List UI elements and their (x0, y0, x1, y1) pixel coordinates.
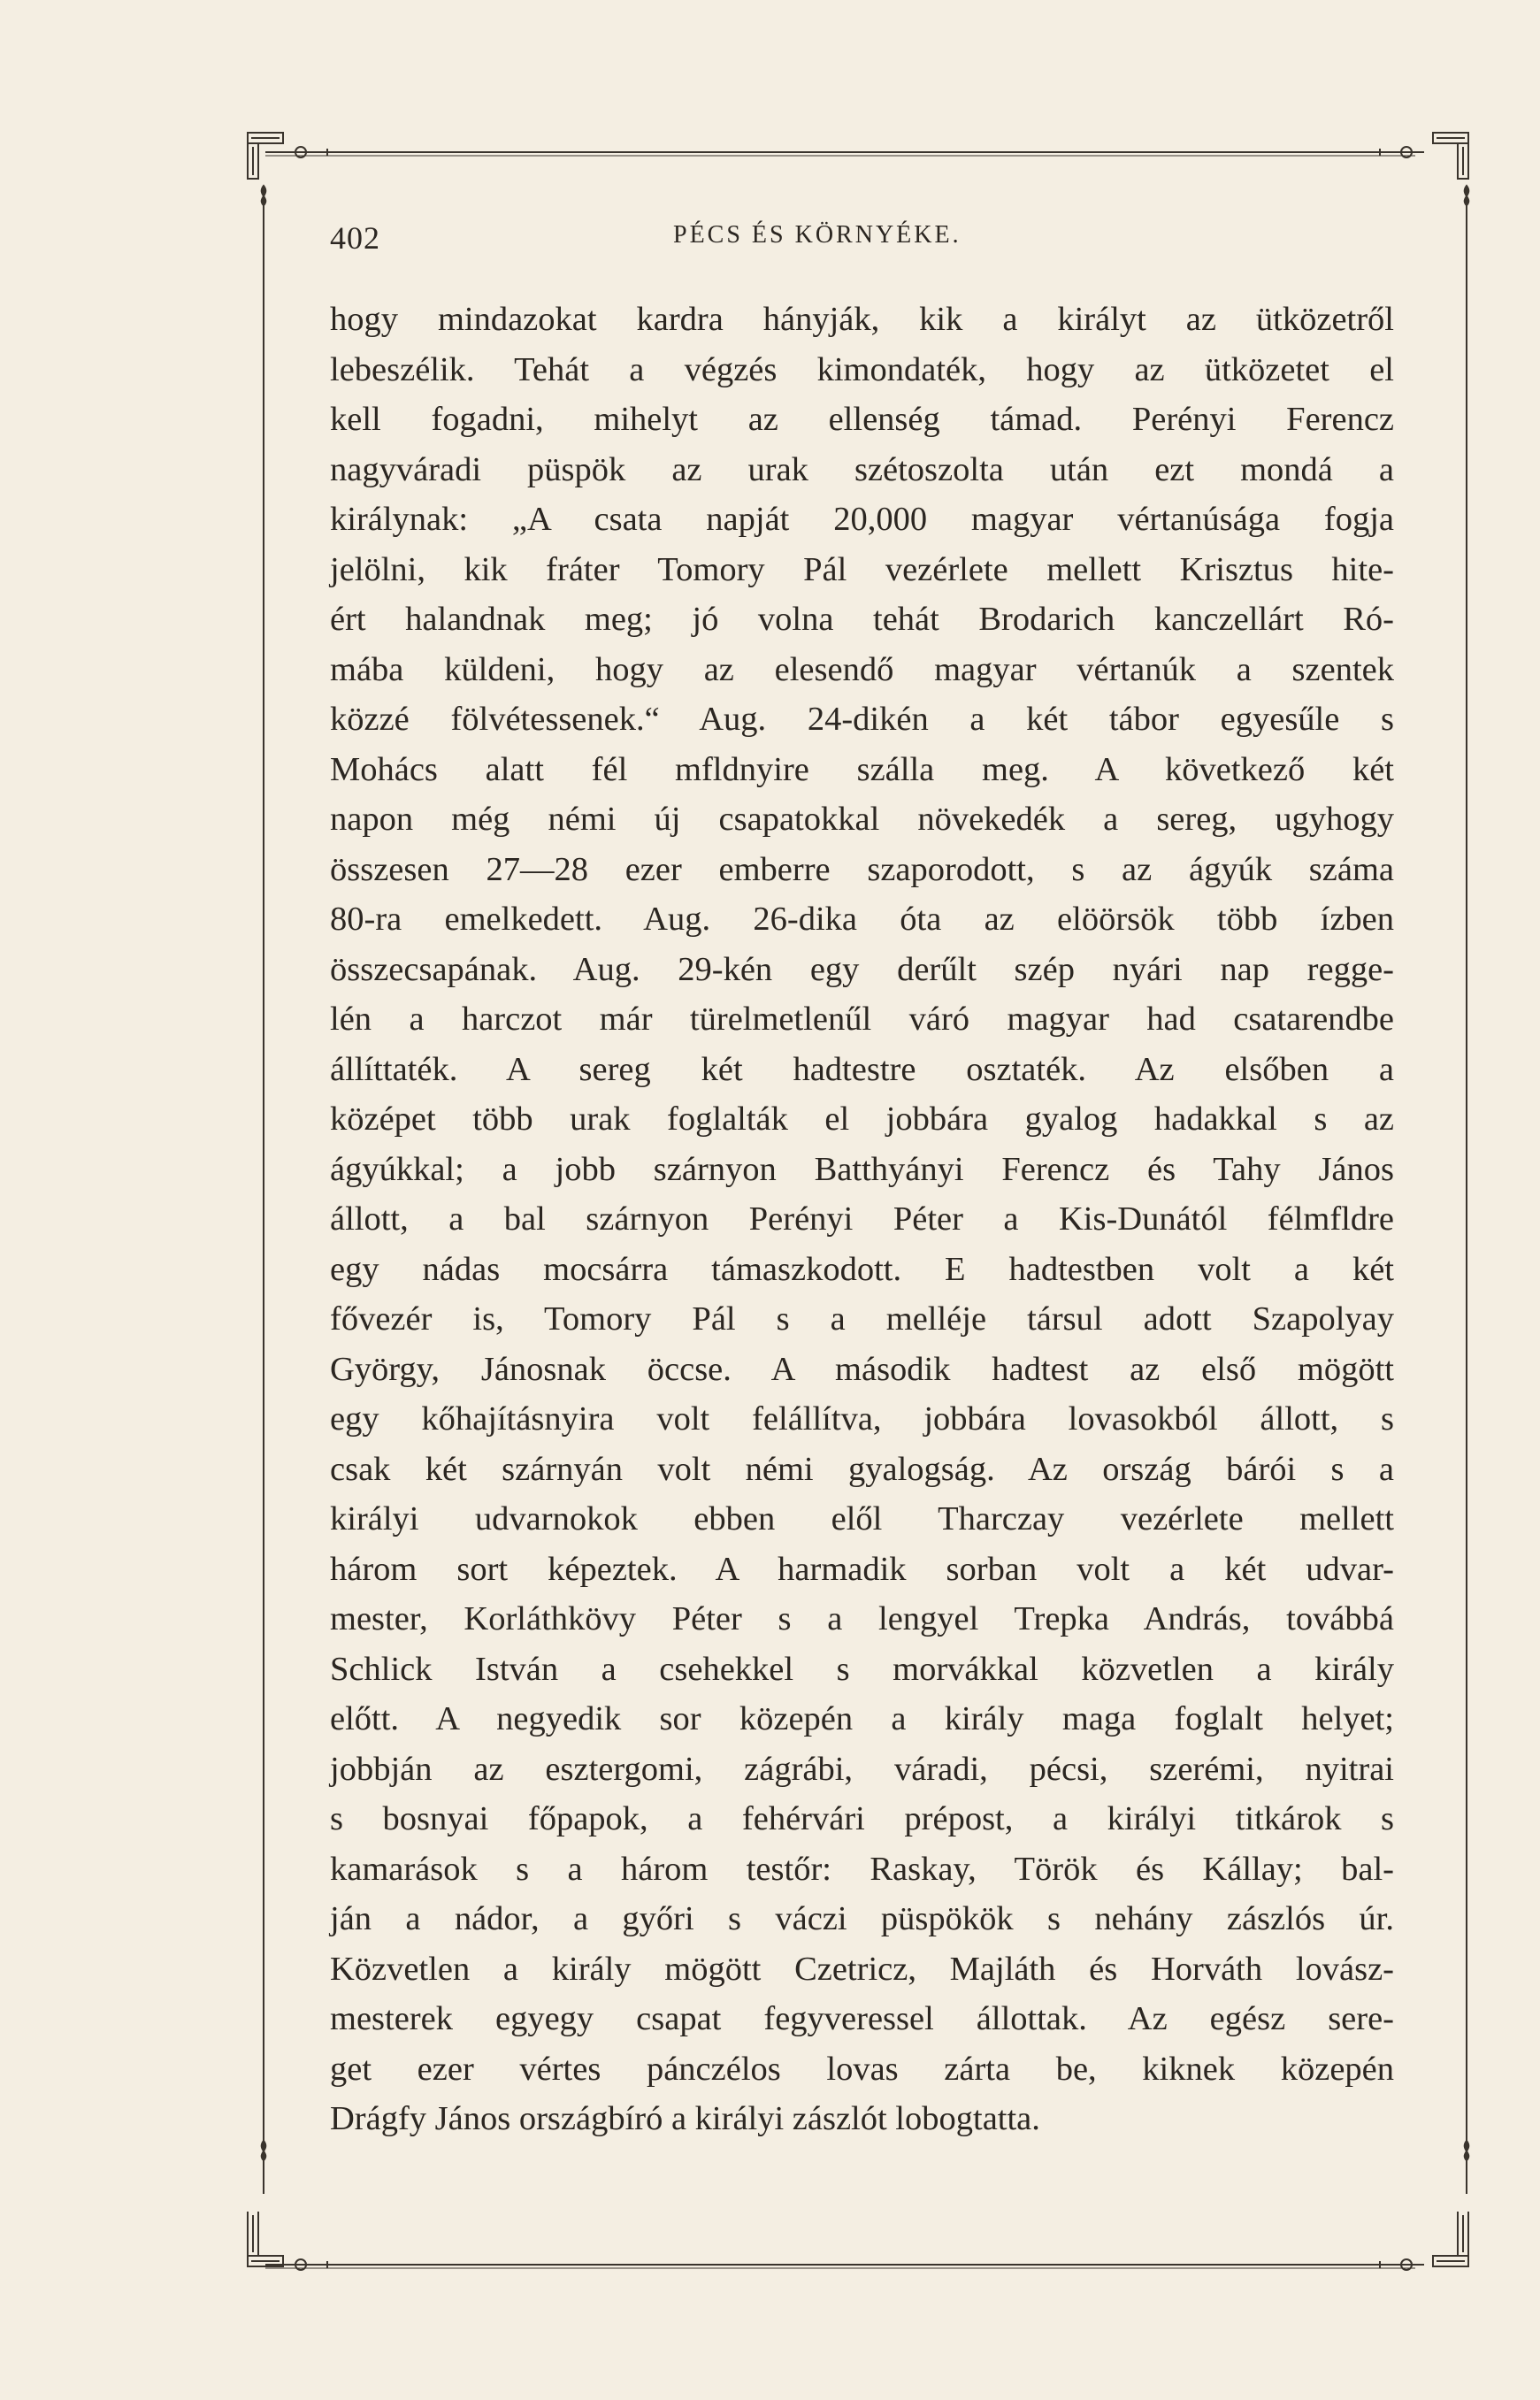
text-line: egy nádas mocsárra támaszkodott. E hadtestben volt a két (330, 1250, 1394, 1288)
text-line: középet több urak foglalták el jobbára gyalog hadakkal s az (330, 1100, 1394, 1138)
text-line: mester, Korláthkövy Péter s a lengyel Trepka András, továbbá (330, 1600, 1394, 1637)
text-line: fővezér is, Tomory Pál s a melléje társul adott Szapolyay (330, 1300, 1394, 1338)
text-line: ágyúkkal; a jobb szárnyon Batthyányi Ferencz és Tahy János (330, 1150, 1394, 1188)
text-line: összesen 27—28 ezer emberre szaporodott, s az ágyúk száma (330, 850, 1394, 888)
text-line: ján a nádor, a győri s váczi püspökök s nehány zászlós úr. (330, 1900, 1394, 1937)
text-line: kell fogadni, mihelyt az ellenség támad. Perényi Ferencz (330, 401, 1394, 438)
text-line: s bosnyai főpapok, a fehérvári prépost, a királyi titkárok s (330, 1800, 1394, 1837)
text-line: Schlick István a csehekkel s morvákkal közvetlen a király (330, 1650, 1394, 1688)
text-line: kamarások s a három testőr: Raskay, Török és Kállay; bal- (330, 1850, 1394, 1888)
text-line: jobbján az esztergomi, zágrábi, váradi, pécsi, szerémi, nyitrai (330, 1750, 1394, 1788)
text-line: Mohács alatt fél mfldnyire szálla meg. A következő két (330, 750, 1394, 788)
corner-ornament-top-left-icon (239, 124, 416, 301)
text-line: csak két szárnyán volt némi gyalogság. Az ország bárói s a (330, 1450, 1394, 1488)
corner-ornament-top-right-icon (1300, 124, 1495, 301)
body-text (330, 295, 1394, 2144)
text-line: György, Jánosnak öccse. A második hadtest az első mögött (330, 1350, 1394, 1388)
text-line: jelölni, kik fráter Tomory Pál vezérlete mellett Krisztus hite- (330, 550, 1394, 588)
text-line: állott, a bal szárnyon Perényi Péter a Kis-Dunától félmfldre (330, 1200, 1394, 1238)
text-line: királynak: „A csata napját 20,000 magyar vértanúsága fogja (330, 501, 1394, 538)
running-head: PÉCS ÉS KÖRNYÉKE. (673, 221, 962, 249)
text-line: hogy mindazokat kardra hányják, kik a királyt az ütközetről (330, 301, 1394, 338)
text-line: ért halandnak meg; jó volna tehát Brodarich kanczellárt Ró- (330, 601, 1394, 638)
text-line: get ezer vértes pánczélos lovas zárta be, kiknek közepén (330, 2050, 1394, 2088)
text-line: közzé fölvétessenek.“ Aug. 24-dikén a két tábor egyesűle s (330, 701, 1394, 738)
text-line: három sort képeztek. A harmadik sorban volt a két udvar- (330, 1550, 1394, 1588)
page-number: 402 (330, 220, 380, 256)
text-line: nagyváradi püspök az urak szétoszolta után ezt mondá a (330, 450, 1394, 488)
text-line: 80-ra emelkedett. Aug. 26-dika óta az elöörsök több ízben (330, 901, 1394, 938)
text-line: egy kőhajításnyira volt felállítva, jobbára lovasokból állott, s (330, 1400, 1394, 1438)
text-line: mába küldeni, hogy az elesendő magyar vértanúk a szentek (330, 650, 1394, 688)
text-line: lén a harczot már türelmetlenűl váró magyar had csatarendbe (330, 1001, 1394, 1038)
page-header (330, 219, 1391, 264)
text-line: lebeszélik. Tehát a végzés kimondaték, hogy az ütközetet el (330, 350, 1394, 388)
text-line: állíttaték. A sereg két hadtestre osztaték. Az elsőben a (330, 1050, 1394, 1088)
text-line: összecsapának. Aug. 29-kén egy derűlt szép nyári nap regge- (330, 950, 1394, 988)
text-line: Közvetlen a király mögött Czetricz, Majláth és Horváth lovász- (330, 1950, 1394, 1988)
text-line: mesterek egyegy csapat fegyveressel állottak. Az egész sere- (330, 2000, 1394, 2037)
text-line: előtt. A negyedik sor közepén a király maga foglalt helyet; (330, 1700, 1394, 1737)
text-line: Drágfy János országbíró a királyi zászlót lobogtatta. (330, 2100, 1040, 2137)
text-line: királyi udvarnokok ebben elől Tharczay vezérlete mellett (330, 1500, 1394, 1537)
text-line: napon még némi új csapatokkal növekedék a sereg, ugyhogy (330, 801, 1394, 838)
